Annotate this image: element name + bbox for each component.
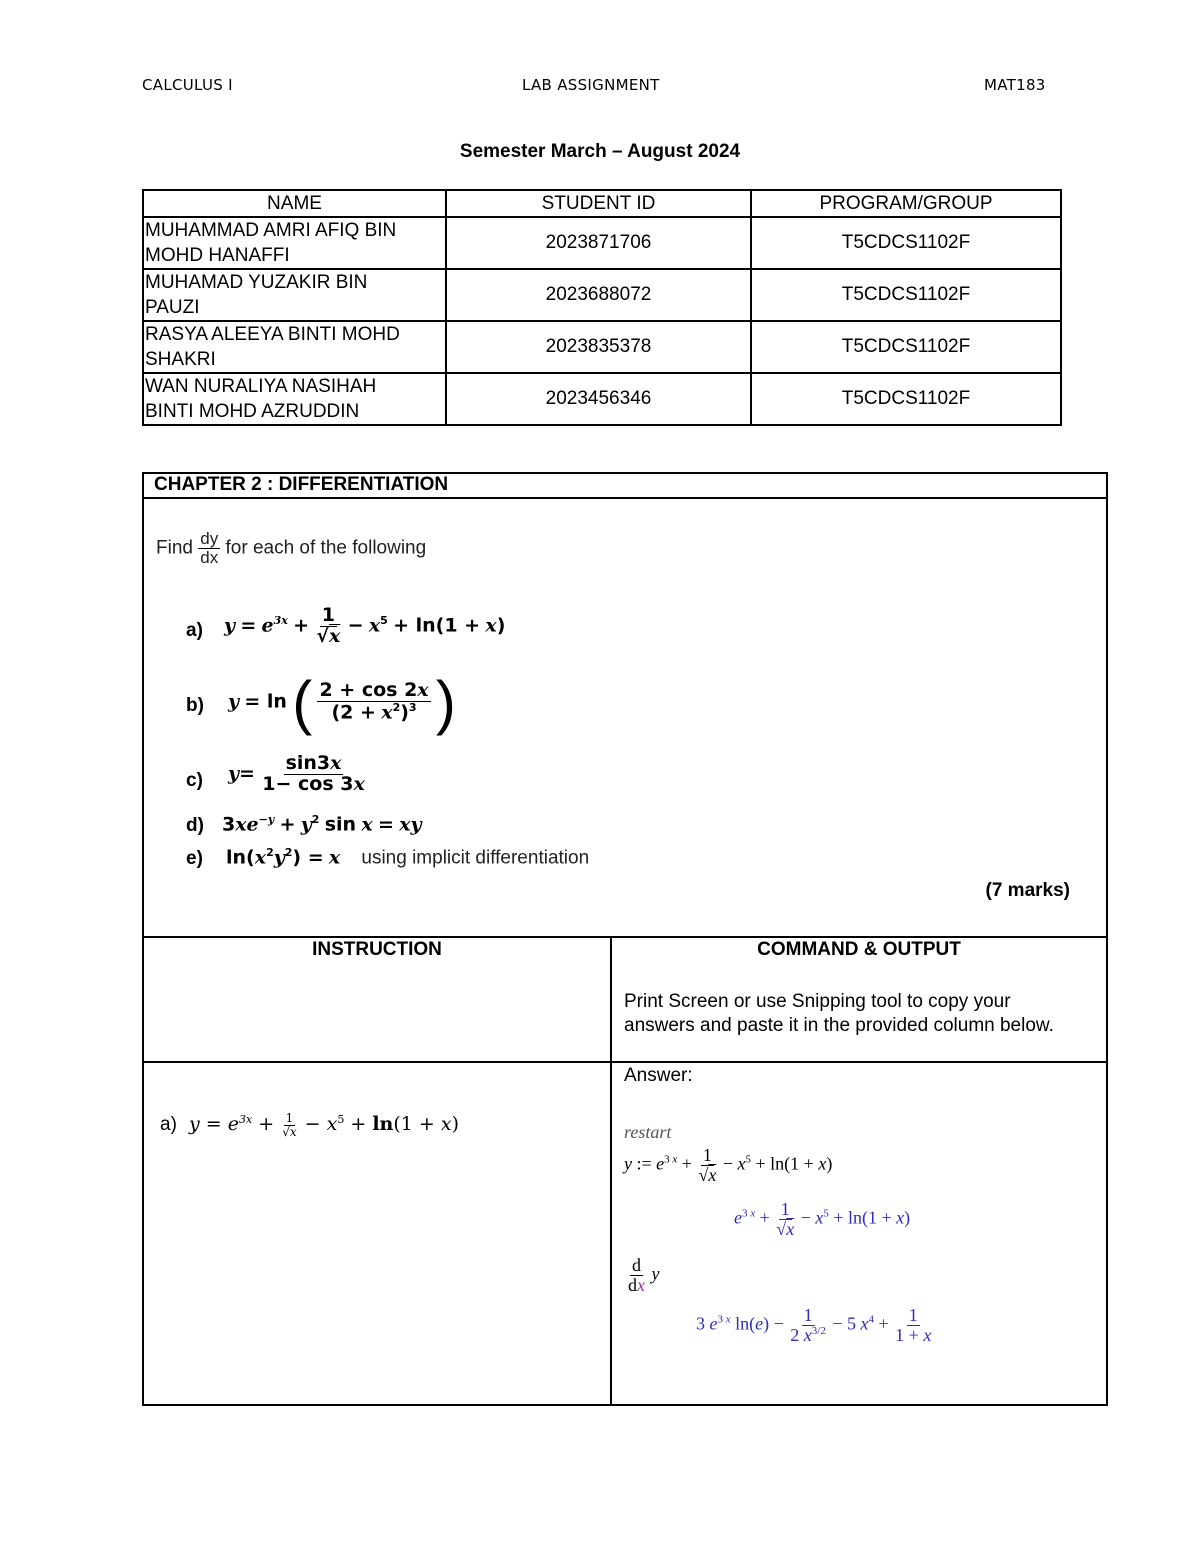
table-row <box>143 373 1061 425</box>
question-d-equation: $3xe^{-y} + y^2$ sin x = xy <box>222 813 422 836</box>
instruction-text: Print Screen or use Snipping tool to copy your answers and paste it in the provided column below. <box>624 991 1054 1036</box>
table-row <box>143 269 1061 321</box>
maple-derivative-input: $\frac{d}{dx}$ y <box>628 1255 660 1295</box>
student-id: 2023835378 <box>446 321 751 373</box>
student-group: T5CDCS1102F <box>751 373 1061 425</box>
question-e-equation: $\ln(x^2y^2) = x$ using implicit differentiation <box>226 846 590 869</box>
divider <box>142 936 1108 938</box>
student-group: T5CDCS1102F <box>751 269 1061 321</box>
student-name: MUHAMMAD AMRI AFIQ BIN MOHD HANAFFI <box>143 217 446 269</box>
question-b-equation: y = ln ( $\frac{2 + \cos 2x}{(2 + x^2)^3}$ ) <box>228 669 456 736</box>
student-group: T5CDCS1102F <box>751 321 1061 373</box>
student-name: RASYA ALEEYA BINTI MOHD SHAKRI <box>143 321 446 373</box>
find-instruction: Find $\frac{dy}{dx}$ for each of the following <box>156 529 427 567</box>
maple-restart: restart <box>624 1122 672 1142</box>
divider <box>142 497 1108 499</box>
student-id: 2023871706 <box>446 217 751 269</box>
question-e-label: e) <box>186 848 203 869</box>
command-output-header: COMMAND & OUTPUT <box>757 939 961 960</box>
question-a-label: a) <box>186 620 203 641</box>
col-header-group: PROGRAM/GROUP <box>751 190 1061 217</box>
table-row <box>143 217 1061 269</box>
col-header-id: STUDENT ID <box>446 190 751 217</box>
column-divider <box>610 936 612 1406</box>
student-group: T5CDCS1102F <box>751 217 1061 269</box>
students-table <box>142 189 1062 426</box>
divider <box>142 1061 1108 1063</box>
student-name: MUHAMAD YUZAKIR BIN PAUZI <box>143 269 446 321</box>
dy-dx-fraction: $\frac{dy}{dx}$ <box>200 529 219 567</box>
student-id: 2023688072 <box>446 269 751 321</box>
maple-output-y: $e^{3 x}$ + $\frac{1}{√x}$ − $x^5 + \ln(1 + x)$ <box>734 1199 911 1239</box>
header-course: CALCULUS I <box>142 76 233 94</box>
question-d-label: d) <box>186 815 204 836</box>
table-header-row <box>143 190 1061 217</box>
instruction-header: INSTRUCTION <box>312 939 442 960</box>
maple-input-y: y := $e^{3 x}$ + $\frac{1}{√x}$ − $x^5 + \ln(1 + x)$ <box>624 1145 833 1185</box>
question-b-label: b) <box>186 695 204 716</box>
student-name: WAN NURALIYA NASIHAH BINTI MOHD AZRUDDIN <box>143 373 446 425</box>
header-code: MAT183 <box>984 76 1046 94</box>
question-a-equation: $y = e^{3x}$ + $\frac{1}{√x}$ − $x^5 + \ln(1 + x)$ <box>224 604 506 647</box>
semester-title: Semester March – August 2024 <box>459 141 741 162</box>
col-header-name: NAME <box>143 190 446 217</box>
marks-label: (7 marks) <box>985 880 1070 901</box>
table-row <box>143 321 1061 373</box>
maple-derivative-output: 3 $e^{3 x}$ ln(e) − $\frac{1}{2 x^{3/2}}$ − 5 $x^4$ + $\frac{1}{1 + x}$ <box>696 1305 932 1345</box>
question-c-label: c) <box>186 770 203 791</box>
question-c-equation: y= $\frac{\sin 3x}{1- \cos 3x}$ <box>228 752 365 795</box>
student-id: 2023456346 <box>446 373 751 425</box>
header-title: LAB ASSIGNMENT <box>522 76 660 94</box>
chapter-title: CHAPTER 2 : DIFFERENTIATION <box>154 474 449 495</box>
answer-label: Answer: <box>624 1065 693 1086</box>
answer-question-a: a) $y = e^{3x}$ + $\frac{1}{√x}$ − $x^5 + \ln(1 + x)$ <box>160 1111 460 1139</box>
